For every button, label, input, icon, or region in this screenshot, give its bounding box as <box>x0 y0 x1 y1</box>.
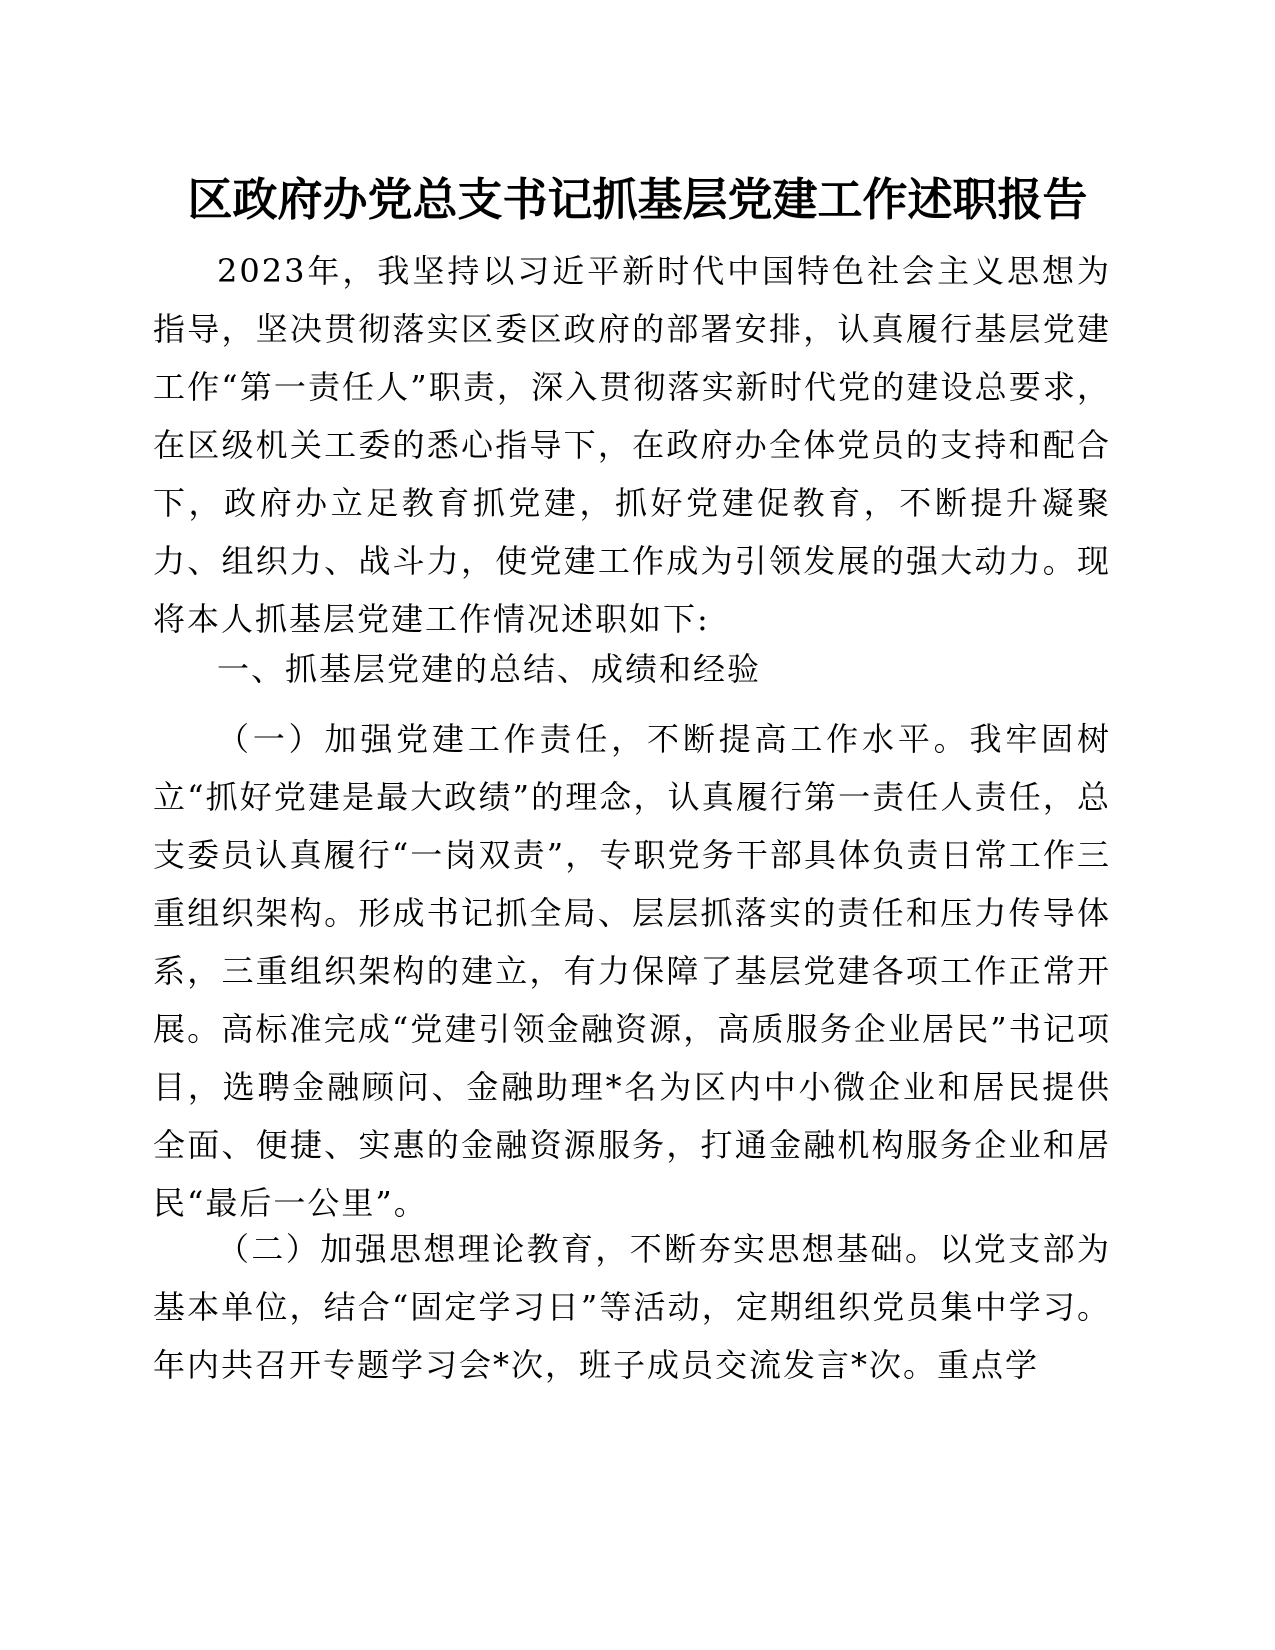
document-title: 区政府办党总支书记抓基层党建工作述职报告 <box>187 173 1088 226</box>
item-2-paragraph: （二）加强思想理论教育，不断夯实思想基础。以党支部为基本单位，结合“固定学习日”等活动，定期组织党员集中学习。年内共召开专题学习会*次，班子成员交流发言*次。重点学 <box>153 1230 1111 1384</box>
intro-paragraph: 2023年，我坚持以习近平新时代中国特色社会主义思想为指导，坚决贯彻落实区委区政府的部署安排，认真履行基层党建工作“第一责任人”职责，深入贯彻落实新时代党的建设总要求，在区级机关工委的悉心指导下，在政府办全体党员的支持和配合下，政府办立足教育抓党建，抓好党建促教育，不断提升凝聚力、组织力、战斗力，使党建工作成为引领发展的强大动力。现将本人抓基层党建工作情况述职如下: <box>153 252 1111 638</box>
item-1-paragraph: （一）加强党建工作责任，不断提高工作水平。我牢固树立“抓好党建是最大政绩”的理念，认真履行第一责任人责任，总支委员认真履行“一岗双责”，专职党务干部具体负责日常工作三重组织架构。形成书记抓全局、层层抓落实的责任和压力传导体系，三重组织架构的建立，有力保障了基层党建各项工作正常开展。高标准完成“党建引领金融资源，高质服务企业居民”书记项目，选聘金融顾问、金融助理*名为区内中小微企业和居民提供全面、便捷、实惠的金融资源服务，打通金融机构服务企业和居民“最后一公里”。 <box>153 720 1111 1222</box>
section-heading: 一、抓基层党建的总结、成绩和经验 <box>217 650 762 688</box>
